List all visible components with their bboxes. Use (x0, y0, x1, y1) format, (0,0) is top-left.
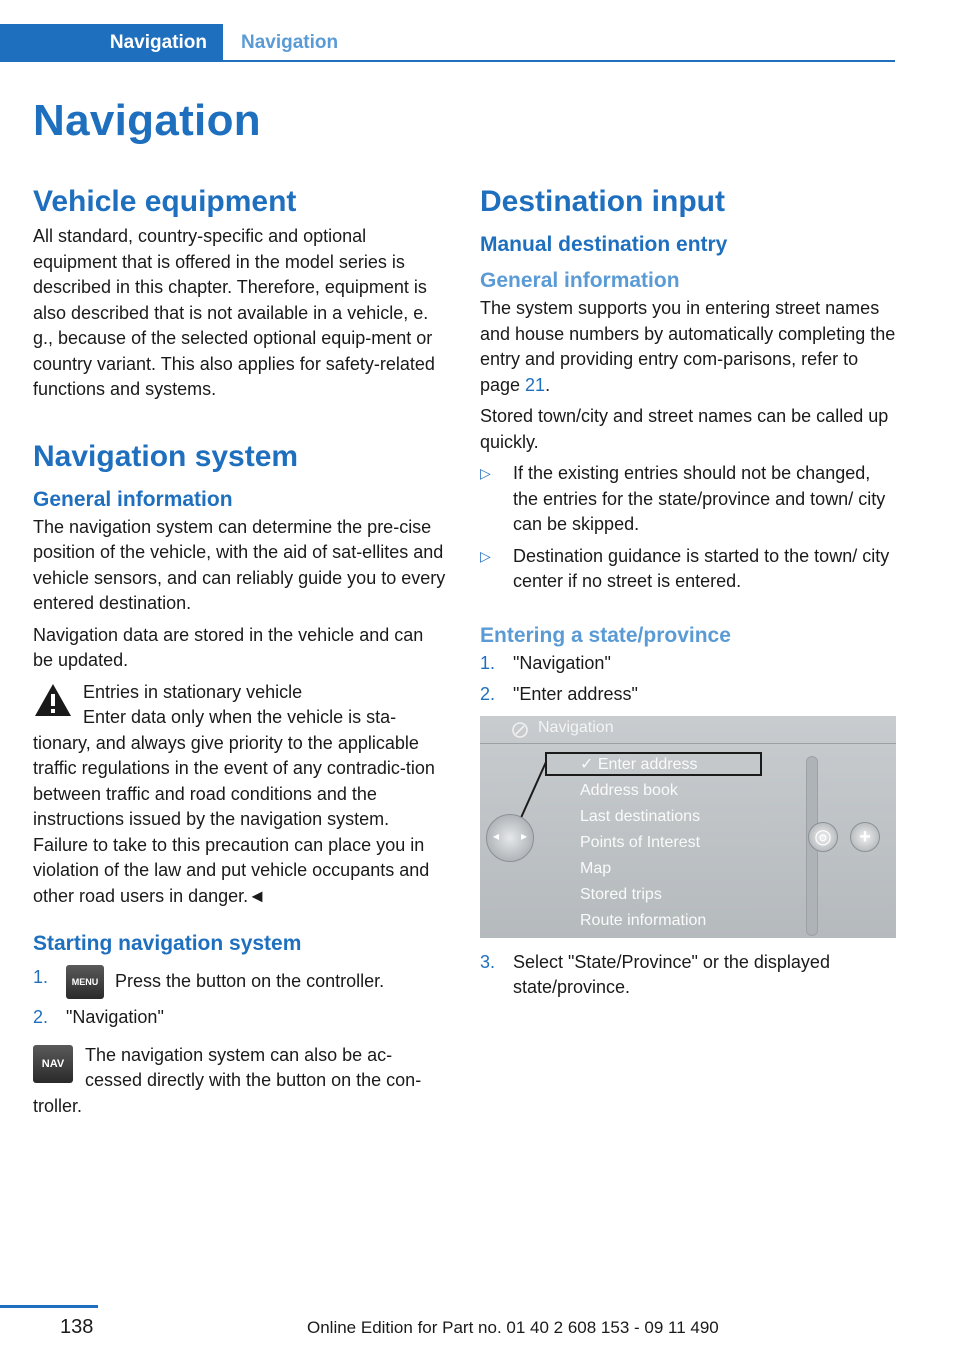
vehicle-equipment-heading: Vehicle equipment (33, 185, 297, 218)
zoom-in-icon: + (850, 822, 880, 852)
nav-button-note (33, 1043, 448, 1120)
starting-steps (33, 965, 448, 1031)
bullet-triangle-icon: ▷ (480, 465, 491, 481)
list-item: ▷ Destination guidance is started to the town/ city center if no street is entered. (480, 545, 890, 591)
menu-item-stored-trips[interactable]: Stored trips (580, 885, 662, 903)
menu-item-address-book[interactable]: Address book (580, 781, 678, 799)
info-bullets (480, 461, 898, 595)
list-item: 1. "Navigation" (480, 652, 611, 673)
destination-input-heading: Destination input (480, 185, 725, 218)
page-link[interactable]: 21 (525, 374, 546, 395)
page-number: 138 (60, 1316, 94, 1338)
warning-triangle-icon (33, 682, 73, 718)
nav-button-icon: NAV (33, 1045, 73, 1083)
state-step-3 (480, 950, 898, 1001)
vehicle-equipment-text: All standard, country-specific and optional equipment that is offered in the model series is described in this chapter. Therefore, equipment is also described that is not available in a vehicle, e. g., because of the selected optional equip-ment or country variant. This also applies for safety-related functions and systems. (33, 226, 435, 399)
general-info-text: The system supports you in entering street names and house numbers by automatically completing the entry and providing entry com-parisons, refer to page 21. (480, 298, 896, 395)
chapter-tab[interactable]: Navigation (0, 24, 223, 62)
navigation-intro-text: The navigation system can determine the pre-cise position of the vehicle, with the aid of sat-ellites and vehicle sensors, and can reliably guide you to every entered destination. (33, 516, 446, 613)
edition-note: Online Edition for Part no. 01 40 2 608 153 - 09 11 490 (307, 1318, 719, 1337)
left-column (33, 180, 448, 1119)
section-tab[interactable]: Navigation (241, 32, 339, 53)
menu-item-last-destinations[interactable]: Last destinations (580, 807, 701, 825)
warning-text: Enter data only when the vehicle is sta-tionary, and always give priority to the applicable traffic regulations in the event of any contradic-tion between traffic and road conditions and the instructions issued by the navigation system. Failure to take to this precaution can place you in violation of the law and put vehicle occupants and other road users in danger.◄ (33, 707, 435, 906)
warning-block (33, 680, 448, 910)
general-info-heading: General information (480, 269, 680, 292)
stored-names-text: Stored town/city and street names can be called up quickly. (480, 406, 889, 452)
screen-menu (580, 752, 706, 934)
menu-item-map[interactable]: Map (580, 859, 612, 877)
navigation-system-heading: Navigation system (33, 439, 299, 473)
state-province-heading: Entering a state/province (480, 623, 731, 647)
navigation-data-text: Navigation data are stored in the vehicle and can be updated. (33, 624, 424, 670)
right-column (480, 180, 898, 1007)
warning-title: Entries in stationary vehicle (83, 681, 303, 702)
navigation-compass-icon (510, 721, 530, 739)
bullet-triangle-icon: ▷ (480, 547, 491, 564)
footer-rule (0, 1305, 98, 1308)
navigation-menu-screenshot (480, 716, 896, 938)
list-item: 1. MENU Press the button on the controller. (33, 965, 448, 999)
selector-pointer (518, 760, 548, 822)
menu-item-route-information[interactable]: Route information (580, 911, 707, 929)
list-item: 3. Select "State/Province" or the displayed state/province. (480, 951, 830, 997)
screen-title: Navigation (538, 718, 614, 736)
general-information-heading: General information (33, 487, 233, 511)
menu-item-enter-address[interactable]: ✓ Enter address (580, 755, 698, 773)
state-steps (480, 651, 898, 708)
controller-knob-icon: ◂ ▸ (486, 814, 534, 862)
menu-item-points-of-interest[interactable]: Points of Interest (580, 833, 701, 851)
starting-navigation-heading: Starting navigation system (33, 932, 302, 955)
menu-button-icon: MENU (66, 965, 104, 999)
manual-destination-heading: Manual destination entry (480, 233, 728, 256)
nav-button-text: The navigation system can also be ac-cessed directly with the button on the con-troller. (33, 1044, 422, 1116)
list-item: ▷ If the existing entries should not be changed, the entries for the state/province and town/ city can be skipped. (480, 463, 886, 534)
list-item: 2. "Enter address" (480, 684, 638, 704)
chapter-header (0, 24, 895, 62)
list-item: 2. "Navigation" (33, 1007, 164, 1027)
screen-header (480, 716, 896, 744)
page-title: Navigation (33, 96, 261, 145)
map-view-icon: ◎ (808, 822, 838, 852)
